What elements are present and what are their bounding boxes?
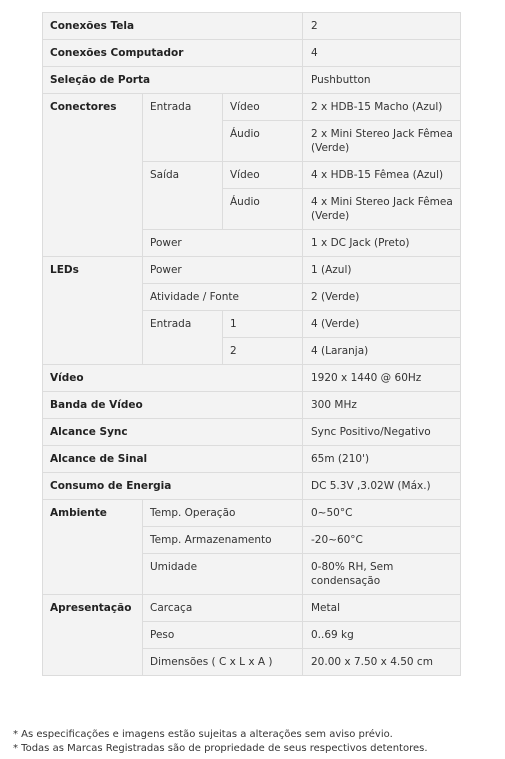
- footnotes: [13, 728, 428, 756]
- spec-value-banda-video: 300 MHz: [303, 392, 461, 419]
- spec-sublabel-temp-operacao: Temp. Operação: [143, 500, 303, 527]
- table-row: [43, 392, 461, 419]
- spec-label-conexoes-tela: Conexões Tela: [43, 13, 303, 40]
- spec-value-saida-video: 4 x HDB-15 Fêmea (Azul): [303, 162, 461, 189]
- spec-value-consumo: DC 5.3V ,3.02W (Máx.): [303, 473, 461, 500]
- spec-label-alcance-sync: Alcance Sync: [43, 419, 303, 446]
- spec-value-conexoes-tela: 2: [303, 13, 461, 40]
- spec-value-leds-entrada-1: 4 (Verde): [303, 311, 461, 338]
- spec-label-conectores: Conectores: [43, 94, 143, 257]
- spec-label-consumo: Consumo de Energia: [43, 473, 303, 500]
- spec-sublabel-conectores-saida: Saída: [143, 162, 223, 230]
- spec-sublabel-leds-power: Power: [143, 257, 303, 284]
- spec-sublabel-temp-armazenamento: Temp. Armazenamento: [143, 527, 303, 554]
- table-row: [43, 595, 461, 622]
- spec-sublabel-umidade: Umidade: [143, 554, 303, 595]
- spec-label-selecao-porta: Seleção de Porta: [43, 67, 303, 94]
- spec-value-conexoes-computador: 4: [303, 40, 461, 67]
- table-row: [43, 446, 461, 473]
- spec-value-entrada-video: 2 x HDB-15 Macho (Azul): [303, 94, 461, 121]
- spec-value-peso: 0..69 kg: [303, 622, 461, 649]
- spec-sublabel-conectores-entrada: Entrada: [143, 94, 223, 162]
- spec-value-temp-operacao: 0~50°C: [303, 500, 461, 527]
- spec-sublabel-saida-audio: Áudio: [223, 189, 303, 230]
- spec-value-alcance-sync: Sync Positivo/Negativo: [303, 419, 461, 446]
- spec-sublabel-peso: Peso: [143, 622, 303, 649]
- table-row: [43, 419, 461, 446]
- spec-sublabel-saida-video: Vídeo: [223, 162, 303, 189]
- spec-sublabel-dimensoes: Dimensões ( C x L x A ): [143, 649, 303, 676]
- spec-label-banda-video: Banda de Vídeo: [43, 392, 303, 419]
- specifications-table: [42, 12, 461, 676]
- spec-label-conexoes-computador: Conexões Computador: [43, 40, 303, 67]
- spec-value-dimensoes: 20.00 x 7.50 x 4.50 cm: [303, 649, 461, 676]
- spec-label-apresentacao: Apresentação: [43, 595, 143, 676]
- footnote-trademarks: * Todas as Marcas Registradas são de propriedade de seus respectivos detentores.: [13, 743, 428, 754]
- table-row: [43, 94, 461, 121]
- table-row: [43, 40, 461, 67]
- spec-sublabel-leds-entrada-1: 1: [223, 311, 303, 338]
- spec-sublabel-entrada-audio: Áudio: [223, 121, 303, 162]
- spec-value-carcaca: Metal: [303, 595, 461, 622]
- spec-value-leds-atividade: 2 (Verde): [303, 284, 461, 311]
- spec-value-entrada-audio: 2 x Mini Stereo Jack Fêmea (Verde): [303, 121, 461, 162]
- spec-value-video: 1920 x 1440 @ 60Hz: [303, 365, 461, 392]
- spec-sublabel-leds-atividade: Atividade / Fonte: [143, 284, 303, 311]
- table-row: [43, 67, 461, 94]
- spec-value-conectores-power: 1 x DC Jack (Preto): [303, 230, 461, 257]
- spec-label-alcance-sinal: Alcance de Sinal: [43, 446, 303, 473]
- footnote-specs-disclaimer: * As especificações e imagens estão sujeitas a alterações sem aviso prévio.: [13, 729, 393, 740]
- spec-value-saida-audio: 4 x Mini Stereo Jack Fêmea (Verde): [303, 189, 461, 230]
- spec-label-ambiente: Ambiente: [43, 500, 143, 595]
- spec-label-leds: LEDs: [43, 257, 143, 365]
- spec-sublabel-leds-entrada-2: 2: [223, 338, 303, 365]
- spec-label-video: Vídeo: [43, 365, 303, 392]
- table-row: [43, 257, 461, 284]
- table-row: [43, 473, 461, 500]
- spec-sublabel-conectores-power: Power: [143, 230, 303, 257]
- spec-value-leds-power: 1 (Azul): [303, 257, 461, 284]
- table-row: [43, 365, 461, 392]
- spec-value-alcance-sinal: 65m (210'): [303, 446, 461, 473]
- spec-value-leds-entrada-2: 4 (Laranja): [303, 338, 461, 365]
- spec-value-selecao-porta: Pushbutton: [303, 67, 461, 94]
- table-row: [43, 13, 461, 40]
- spec-sublabel-leds-entrada: Entrada: [143, 311, 223, 365]
- table-row: [43, 500, 461, 527]
- spec-value-temp-armazenamento: -20~60°C: [303, 527, 461, 554]
- spec-sublabel-entrada-video: Vídeo: [223, 94, 303, 121]
- spec-sublabel-carcaca: Carcaça: [143, 595, 303, 622]
- spec-value-umidade: 0-80% RH, Sem condensação: [303, 554, 461, 595]
